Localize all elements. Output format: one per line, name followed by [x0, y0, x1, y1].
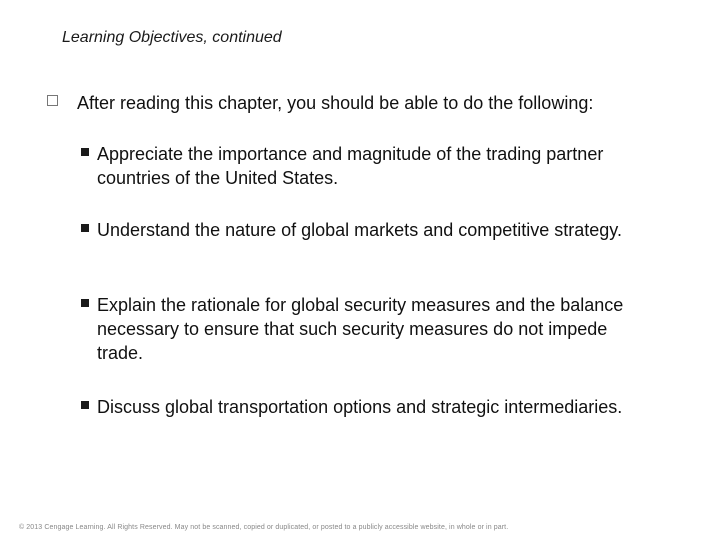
intro-text: After reading this chapter, you should be able to do the following:	[77, 93, 594, 113]
objective-text: Understand the nature of global markets and competitive strategy.	[97, 220, 622, 240]
slide-title: Learning Objectives, continued	[62, 29, 282, 46]
filled-square-bullet-icon	[81, 148, 89, 156]
filled-square-bullet-icon	[81, 224, 89, 232]
objective-text: Discuss global transportation options and strategic intermediaries.	[97, 397, 623, 417]
copyright-footer: © 2013 Cengage Learning. All Rights Reserved. May not be scanned, copied or duplicated, or posted to a publicly accessible website, in whole or in part.	[19, 524, 509, 531]
objective-text: Explain the rationale for global security measures and the balance necessary to ensure that such security measures do not impede trade.	[97, 295, 624, 363]
hollow-square-bullet-icon	[47, 95, 58, 106]
objective-text: Appreciate the importance and magnitude of the trading partner countries of the United States.	[97, 144, 604, 188]
filled-square-bullet-icon	[81, 401, 89, 409]
filled-square-bullet-icon	[81, 299, 89, 307]
